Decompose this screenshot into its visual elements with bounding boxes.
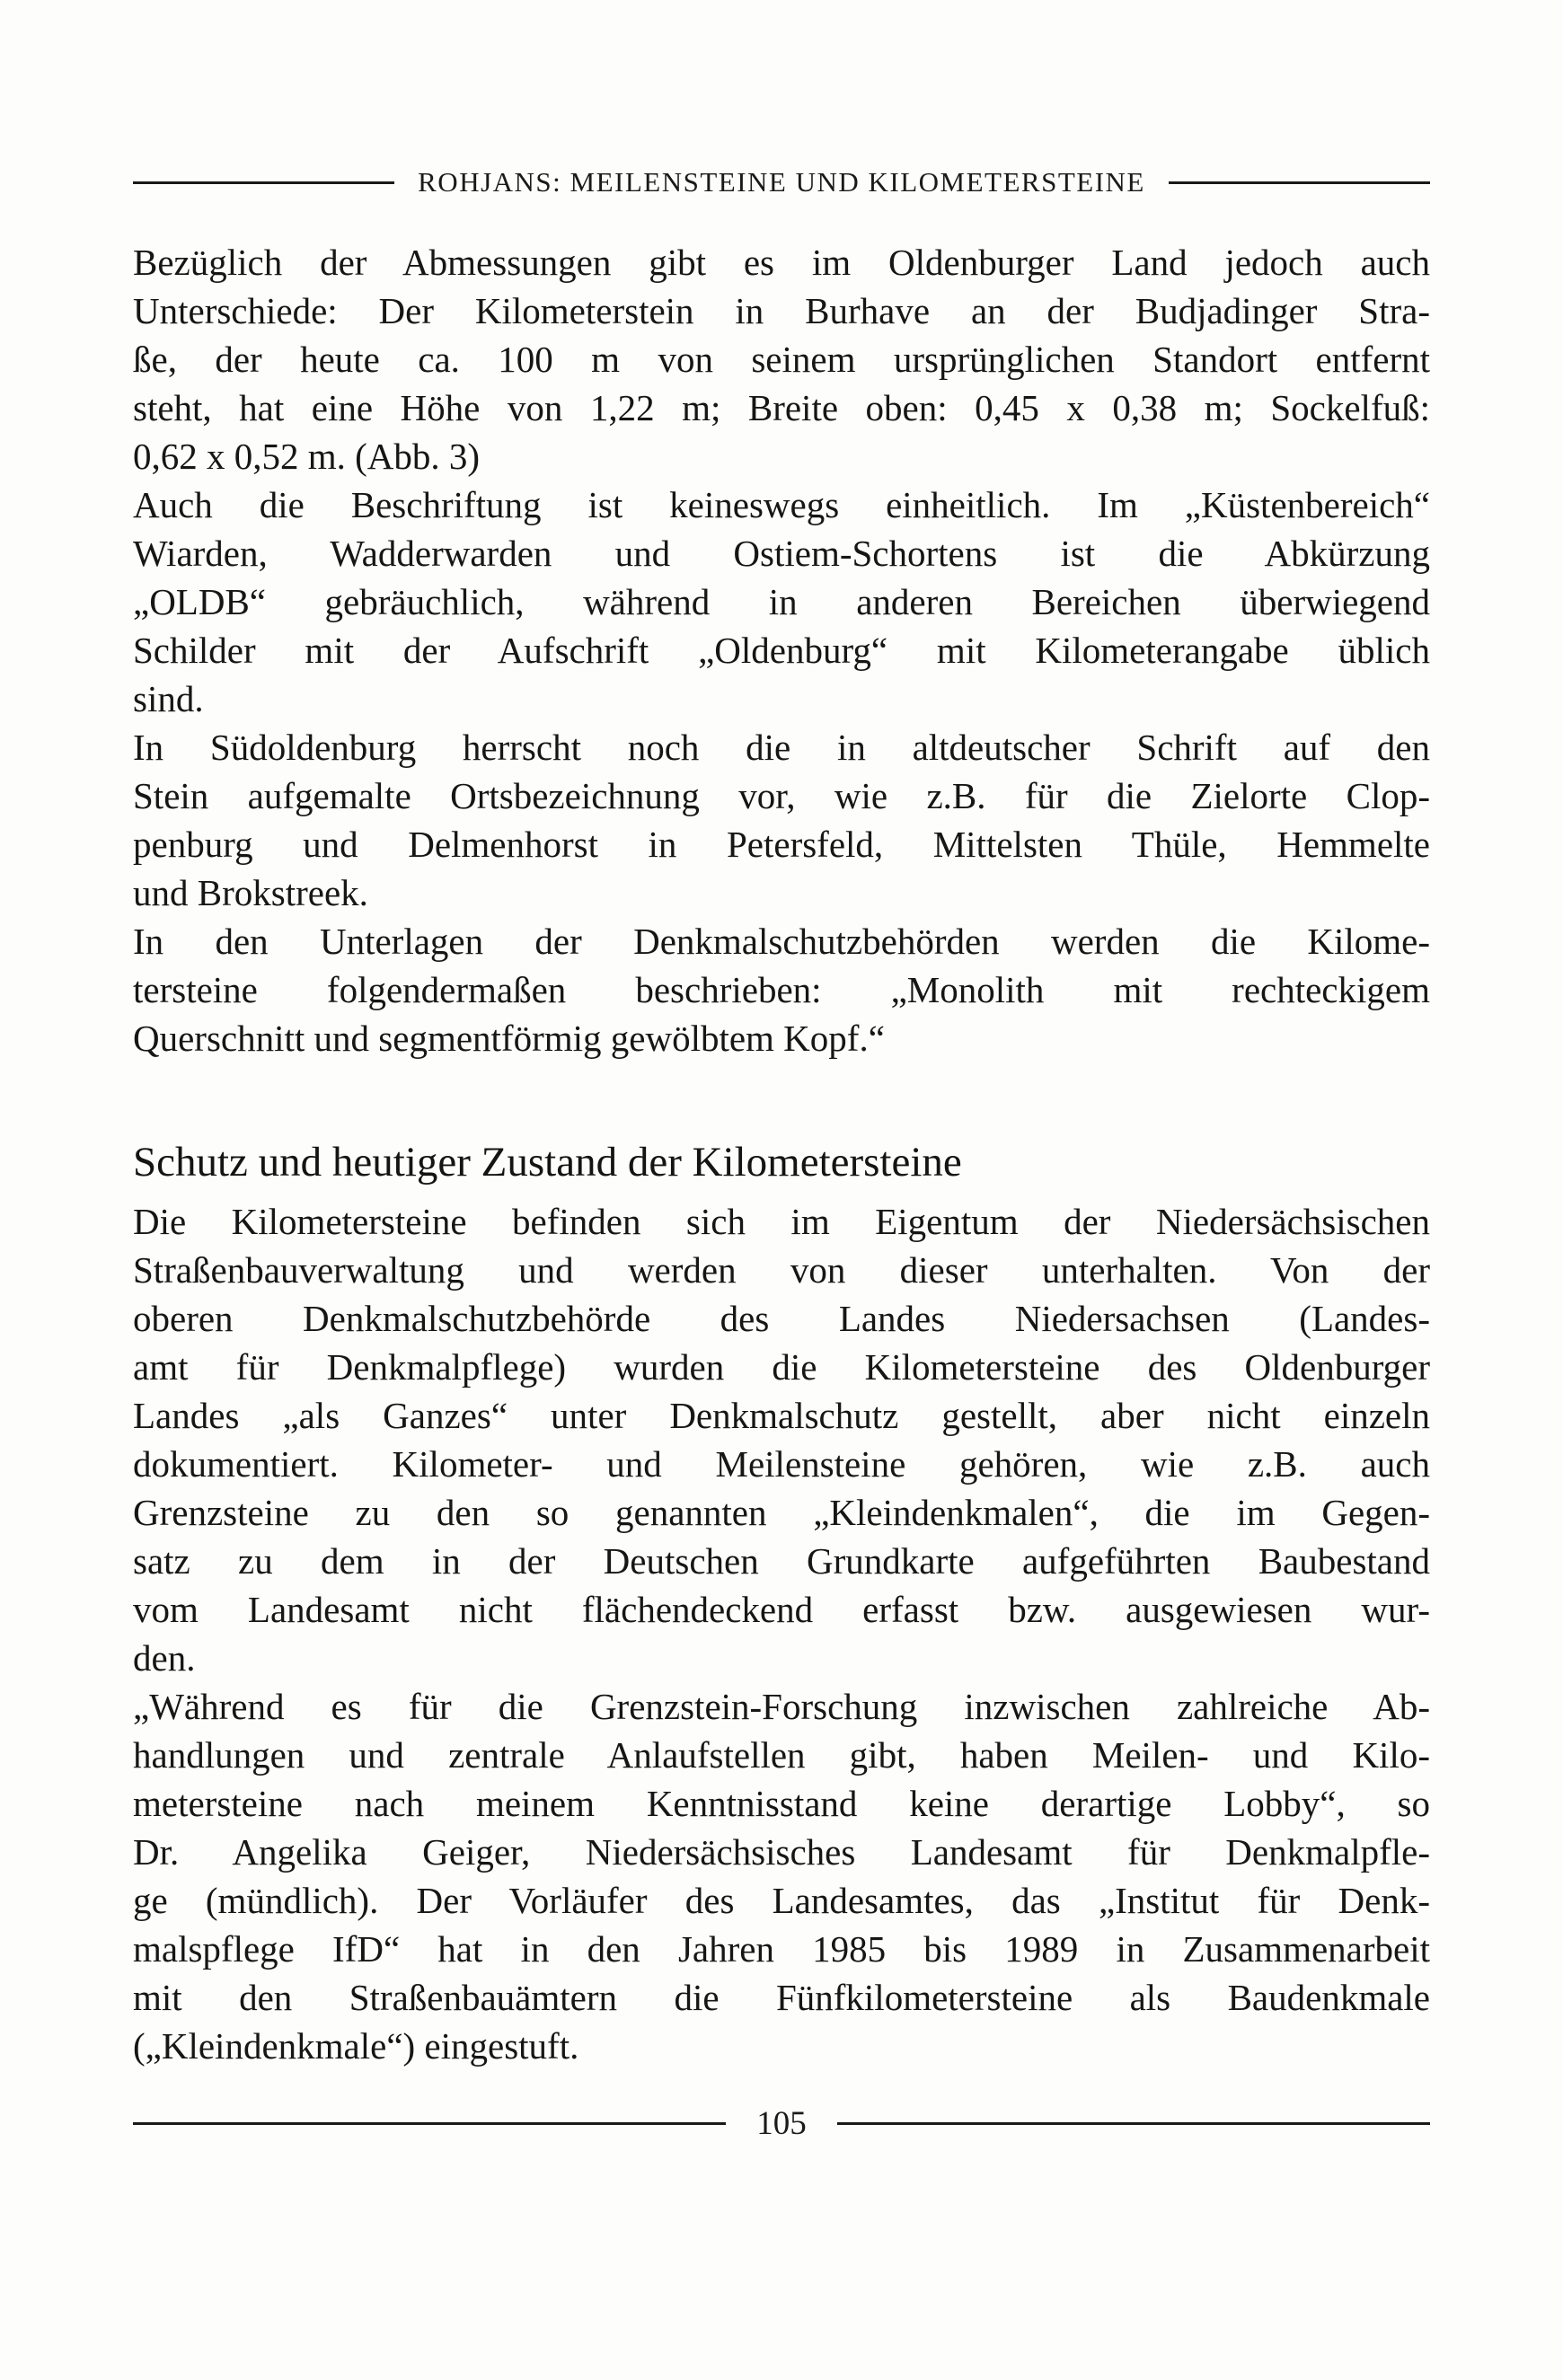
page-number: 105 [756,2105,807,2142]
text-line: Dr. Angelika Geiger, Niedersächsisches Landesamt für Denkmalpfle- [133,1831,1430,1873]
text-line: Grenzsteine zu den so genannten „Kleindenkmalen“, die im Gegen- [133,1492,1430,1533]
text-line: „Während es für die Grenzstein-Forschung inzwischen zahlreiche Ab- [133,1686,1430,1727]
text-line: Wiarden, Wadderwarden und Ostiem-Schortens ist die Abkürzung [133,533,1430,574]
text-line: Straßenbauverwaltung und werden von dieser unterhalten. Von der [133,1249,1430,1291]
text-line: 0,62 x 0,52 m. (Abb. 3) [133,436,481,477]
footer-rule-left [133,2122,726,2125]
paragraph [133,917,1430,1062]
section-heading: Schutz und heutiger Zustand der Kilometersteine [133,1139,962,1186]
text-line: penburg und Delmenhorst in Petersfeld, Mittelsten Thüle, Hemmelte [133,824,1430,865]
text-line: metersteine nach meinem Kenntnisstand keine derartige Lobby“, so [133,1783,1430,1824]
text-line: mit den Straßenbauämtern die Fünfkilometersteine als Baudenkmale [133,1977,1430,2018]
text-line: handlungen und zentrale Anlaufstellen gibt, haben Meilen- und Kilo- [133,1734,1430,1776]
page-footer [133,2104,1430,2143]
header-rule-right [1169,181,1430,184]
text-line: dokumentiert. Kilometer- und Meilensteine gehören, wie z.B. auch [133,1443,1430,1485]
text-line: satz zu dem in der Deutschen Grundkarte aufgeführten Baubestand [133,1540,1430,1582]
paragraph [133,480,1430,723]
text-line: vom Landesamt nicht flächendeckend erfasst bzw. ausgewiesen wur- [133,1589,1430,1630]
footer-rule-right [837,2122,1430,2125]
text-line: amt für Denkmalpflege) wurden die Kilometersteine des Oldenburger [133,1346,1430,1388]
running-header [133,166,1430,198]
text-line: In Südoldenburg herrscht noch die in altdeutscher Schrift auf den [133,727,1430,768]
text-line: Die Kilometersteine befinden sich im Eigentum der Niedersächsischen [133,1201,1430,1242]
header-rule-left [133,181,394,184]
text-line: („Kleindenkmale“) eingestuft. [133,2025,579,2067]
paragraph [133,723,1430,917]
paragraph [133,1682,1430,2070]
text-line: In den Unterlagen der Denkmalschutzbehörden werden die Kilome- [133,921,1430,962]
text-line: Auch die Beschriftung ist keineswegs einheitlich. Im „Küstenbereich“ [133,484,1430,525]
paragraph [133,238,1430,480]
text-line: steht, hat eine Höhe von 1,22 m; Breite oben: 0,45 x 0,38 m; Sockelfuß: [133,387,1430,428]
text-line: Bezüglich der Abmessungen gibt es im Oldenburger Land jedoch auch [133,242,1430,283]
page-body [133,238,1430,2070]
running-header-title: ROHJANS: MEILENSTEINE UND KILOMETERSTEINE [418,166,1145,198]
text-line: sind. [133,678,204,719]
text-line: malspflege IfD“ hat in den Jahren 1985 bis 1989 in Zusammenarbeit [133,1928,1430,1970]
text-line: oberen Denkmalschutzbehörde des Landes Niedersachsen (Landes- [133,1298,1430,1339]
text-line: ße, der heute ca. 100 m von seinem ursprünglichen Standort entfernt [133,339,1430,380]
text-line: „OLDB“ gebräuchlich, während in anderen Bereichen überwiegend [133,581,1430,622]
paragraph [133,1197,1430,1682]
text-line: den. [133,1637,196,1679]
text-line: Stein aufgemalte Ortsbezeichnung vor, wie z.B. für die Zielorte Clop- [133,775,1430,816]
text-line: und Brokstreek. [133,872,368,913]
text-line: ge (mündlich). Der Vorläufer des Landesamtes, das „Institut für Denk- [133,1880,1430,1921]
text-line: Landes „als Ganzes“ unter Denkmalschutz gestellt, aber nicht einzeln [133,1395,1430,1436]
text-line: tersteine folgendermaßen beschrieben: „Monolith mit rechteckigem [133,969,1430,1010]
text-line: Schilder mit der Aufschrift „Oldenburg“ mit Kilometerangabe üblich [133,630,1430,671]
text-line: Querschnitt und segmentförmig gewölbtem Kopf.“ [133,1018,885,1059]
text-line: Unterschiede: Der Kilometerstein in Burhave an der Budjadinger Stra- [133,290,1430,331]
